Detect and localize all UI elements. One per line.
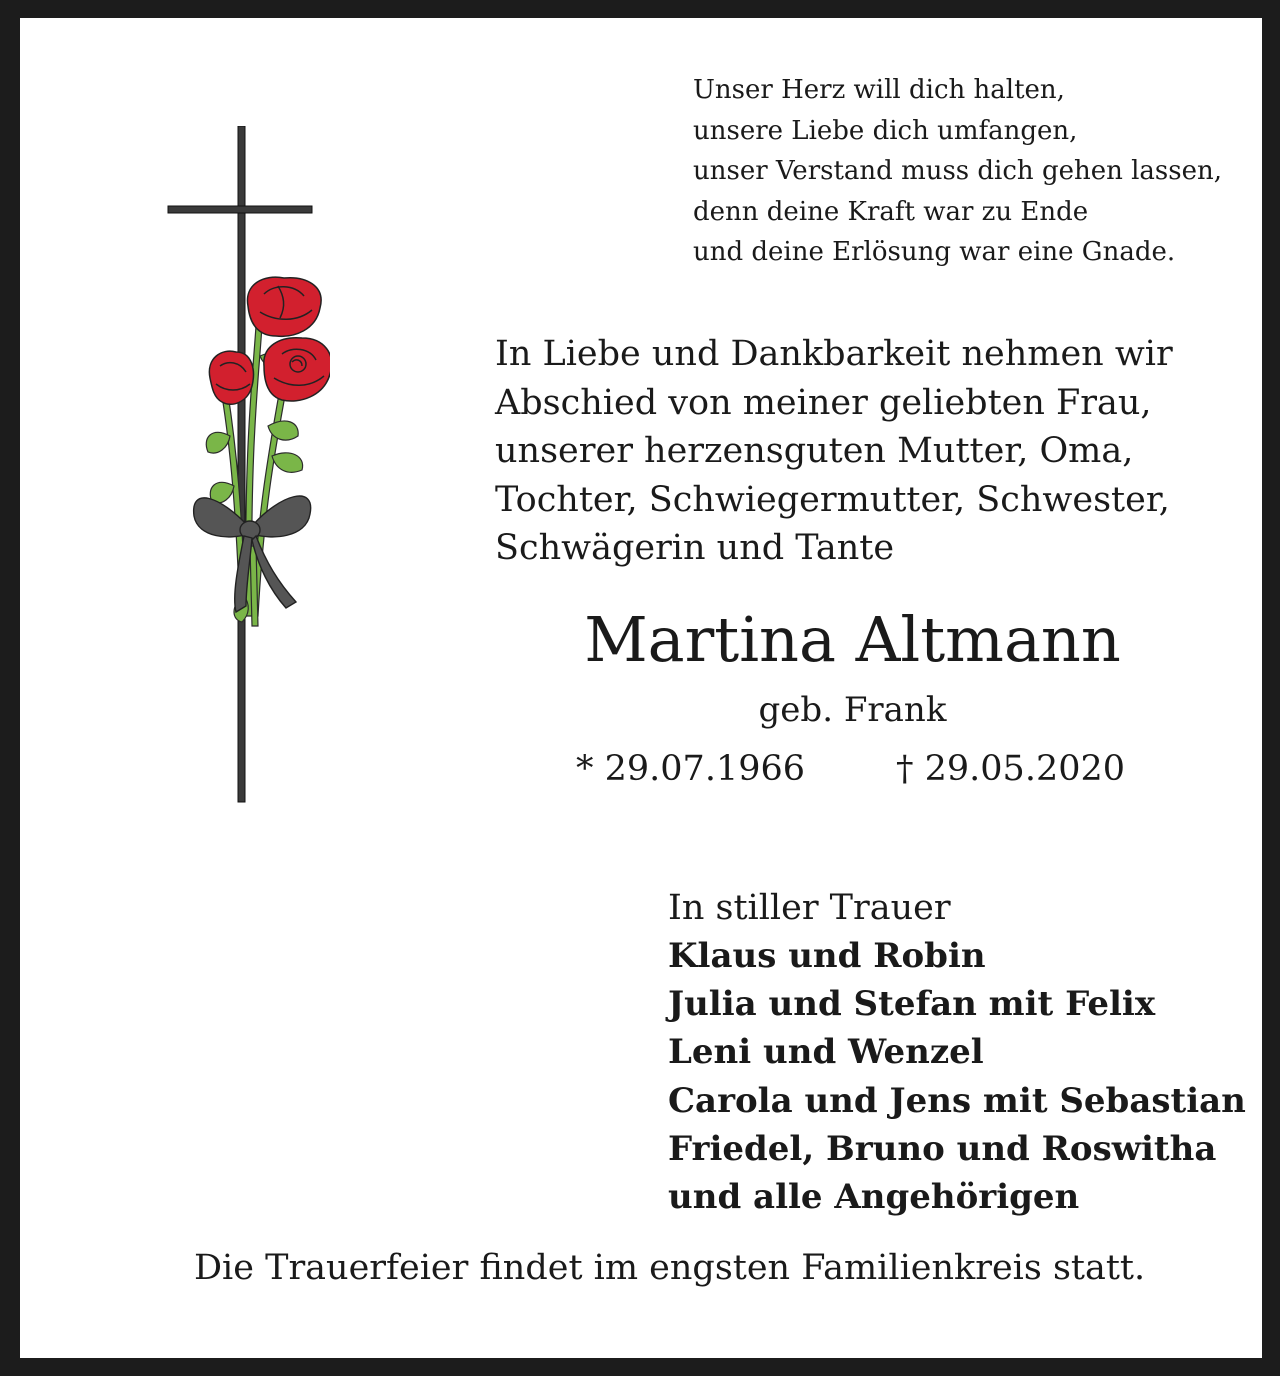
- farewell-line: Tochter, Schwiegermutter, Schwester,: [495, 479, 1170, 520]
- ceremony-note: Die Trauerfeier findet im engsten Familienkreis statt.: [194, 1248, 1146, 1288]
- poem-line: Unser Herz will dich halten,: [693, 75, 1065, 105]
- poem-line: unsere Liebe dich umfangen,: [693, 115, 1078, 146]
- poem-line: denn deine Kraft war zu Ende: [693, 196, 1089, 227]
- farewell-line: In Liebe und Dankbarkeit nehmen wir: [495, 334, 1173, 374]
- mourner-line: Carola und Jens mit Sebastian: [668, 1080, 1246, 1121]
- mourner-line: Friedel, Bruno und Roswitha: [668, 1128, 1217, 1169]
- poem-line: unser Verstand muss dich gehen lassen,: [693, 156, 1223, 186]
- farewell-line: Schwägerin und Tante: [495, 528, 895, 568]
- death-date: † 29.05.2020: [896, 749, 1126, 789]
- mourner-line: Julia und Stefan mit Felix: [668, 984, 1156, 1025]
- mourner-line: und alle Angehörigen: [668, 1177, 1080, 1218]
- farewell-line: unserer herzensguten Mutter, Oma,: [495, 431, 1134, 471]
- cross-with-roses-icon: [160, 126, 330, 806]
- birth-date: * 29.07.1966: [576, 749, 806, 789]
- obituary-notice: [20, 18, 1262, 1358]
- mourner-line: Klaus und Robin: [668, 936, 986, 976]
- roses: [209, 277, 330, 404]
- farewell-line: Abschied von meiner geliebten Frau,: [495, 382, 1152, 423]
- cross-horizontal-beam: [168, 206, 312, 213]
- cross-vertical-beam: [238, 126, 245, 802]
- maiden-name: geb. Frank: [758, 690, 947, 730]
- deceased-name: Martina Altmann: [584, 603, 1121, 676]
- farewell-text: [495, 330, 1215, 573]
- mourners-list: [668, 932, 1258, 1221]
- mourner-line: Leni und Wenzel: [668, 1032, 984, 1073]
- mourning-heading: In stiller Trauer: [668, 888, 951, 928]
- poem-line: und deine Erlösung war eine Gnade.: [693, 237, 1176, 267]
- poem: [693, 70, 1253, 273]
